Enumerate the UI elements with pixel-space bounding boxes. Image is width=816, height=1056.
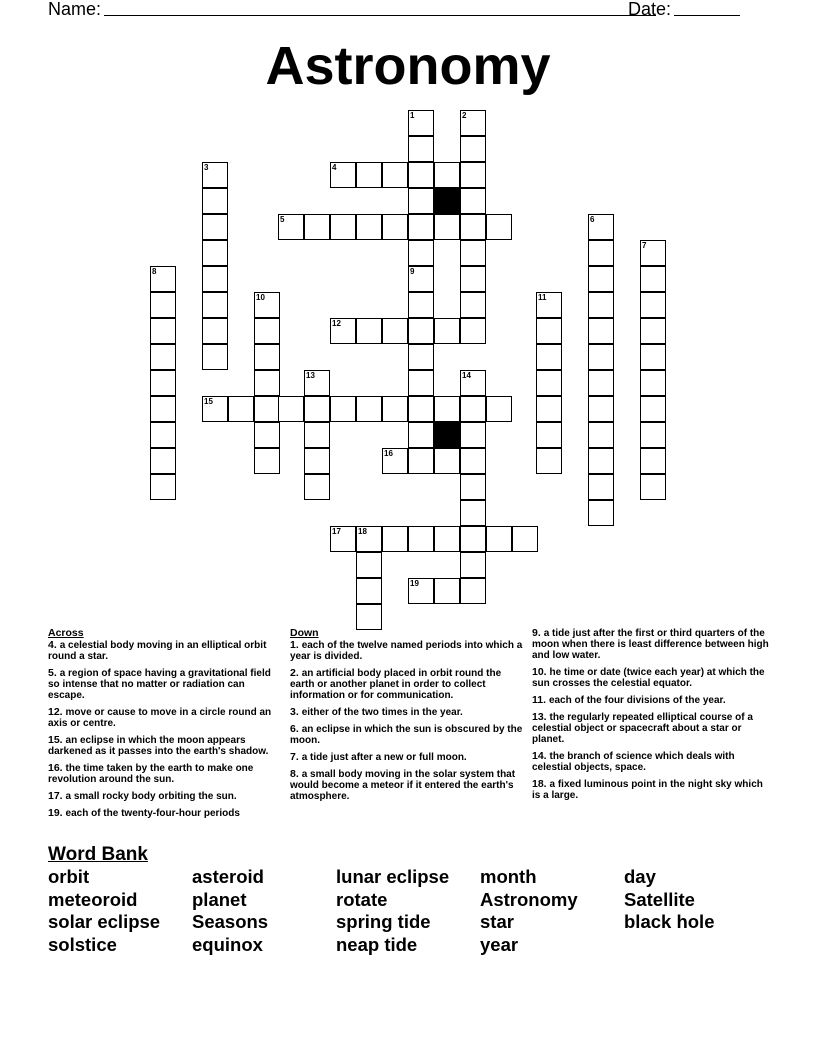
clue-number: 9 [410,267,415,276]
grid-cell[interactable] [588,500,614,526]
grid-cell[interactable] [408,526,434,552]
clue-label: 16. [48,762,66,774]
clue-text: he time or date (twice each year) at which the sun crosses the celestial equator. [532,667,765,689]
word-bank-item: planet [192,888,247,910]
down-clues-continued [532,628,772,807]
clue-label: 5. [48,667,60,679]
clue-label: 12. [48,706,66,718]
clue [48,791,284,802]
clue-text: a celestial body moving in an elliptical orbit round a star. [48,640,267,662]
grid-cell[interactable] [434,578,460,604]
grid-cell[interactable] [356,396,382,422]
word-bank-item: rotate [336,888,388,910]
black-cell [434,188,460,214]
grid-cell[interactable] [460,552,486,578]
grid-cell[interactable] [254,422,280,448]
grid-cell[interactable] [588,448,614,474]
grid-cell[interactable] [150,422,176,448]
grid-cell[interactable] [254,344,280,370]
clue-number: 5 [280,215,285,224]
clue-text: each of the twenty-four-hour periods [65,808,240,819]
clue-number: 12 [332,319,341,328]
grid-cell[interactable] [536,396,562,422]
word-bank-item: month [480,866,537,887]
grid-cell[interactable] [202,214,228,240]
grid-cell[interactable] [486,526,512,552]
clue-number: 18 [358,527,367,536]
grid-cell[interactable] [356,578,382,604]
word-bank-item: star [480,911,514,933]
clue-label: 19. [48,807,66,819]
clue [48,763,284,785]
grid-cell[interactable] [408,214,434,240]
grid-cell[interactable] [254,448,280,474]
grid-cell[interactable] [460,214,486,240]
clue-text: a small rocky body orbiting the sun. [65,791,237,802]
grid-cell[interactable] [408,292,434,318]
grid-cell[interactable] [640,422,666,448]
word-bank-item: orbit [48,866,90,887]
grid-cell[interactable] [304,214,330,240]
grid-cell[interactable] [304,448,330,474]
grid-cell[interactable] [588,474,614,500]
grid-cell[interactable] [460,500,486,526]
clue-label: 17. [48,790,66,802]
grid-cell[interactable] [356,552,382,578]
grid-cell[interactable] [460,162,486,188]
clue [290,668,526,701]
grid-cell[interactable] [536,422,562,448]
word-bank-title: Word Bank [48,844,148,865]
grid-cell[interactable] [640,370,666,396]
clue-label: 6. [290,723,302,735]
clue [532,751,772,773]
word-bank-item: Satellite [624,888,695,910]
grid-cell[interactable] [202,266,228,292]
grid-cell[interactable] [408,422,434,448]
grid-cell[interactable] [408,188,434,214]
clue-number: 13 [306,371,315,380]
clue-text: the regularly repeated elliptical course of a celestial object or spacecraft about a star or planet. [532,712,753,745]
grid-cell[interactable] [202,292,228,318]
clue-label: 8. [290,768,302,780]
grid-cell[interactable] [536,370,562,396]
word-bank-item: day [624,866,656,887]
grid-cell[interactable] [460,240,486,266]
grid-cell[interactable] [434,396,460,422]
clue-number: 19 [410,579,419,588]
grid-cell[interactable] [408,344,434,370]
grid-cell[interactable] [202,344,228,370]
clue-number: 4 [332,163,337,172]
clue [290,752,526,763]
grid-cell[interactable] [588,240,614,266]
clue-text: move or cause to move in a circle round an axis or centre. [48,707,272,729]
grid-cell[interactable] [460,136,486,162]
clue-label: 7. [290,751,302,763]
clue [48,808,284,819]
word-bank-item: neap tide [336,934,418,956]
down-clues [290,628,526,808]
page-title: Astronomy [265,36,551,96]
grid-cell[interactable] [408,396,434,422]
clue-number: 7 [642,241,647,250]
clue [48,735,284,757]
grid-cell[interactable] [460,266,486,292]
grid-cell[interactable] [150,344,176,370]
grid-cell[interactable] [588,422,614,448]
grid-cell[interactable] [434,448,460,474]
grid-cell[interactable] [588,344,614,370]
clue-number: 1 [410,111,415,120]
clue-text: a tide just after the first or third quarters of the moon when there is least difference between high and low water. [532,628,769,661]
grid-cell[interactable] [150,448,176,474]
grid-cell[interactable] [304,474,330,500]
clue-number: 10 [256,293,265,302]
clue-number: 6 [590,215,595,224]
clue [532,628,772,661]
grid-cell[interactable] [150,292,176,318]
grid-cell[interactable] [202,240,228,266]
grid-cell[interactable] [588,266,614,292]
black-cell [434,422,460,448]
grid-cell[interactable] [408,318,434,344]
word-bank-item: solstice [48,934,117,956]
clue [532,667,772,689]
grid-cell[interactable] [382,396,408,422]
grid-cell[interactable] [254,396,280,422]
clue-label: 4. [48,639,60,651]
grid-cell[interactable] [408,448,434,474]
clue [48,707,284,729]
word-bank-item: spring tide [336,911,431,933]
word-bank-item: solar eclipse [48,911,161,933]
grid-cell[interactable] [460,474,486,500]
word-bank-item: Astronomy [480,888,578,910]
grid-cell[interactable] [434,162,460,188]
clue-label: 3. [290,706,302,718]
clue [290,640,526,662]
clue-text: an eclipse in which the moon appears darkened as it passes into the earth's shadow. [48,735,269,757]
name-label: Name: [48,0,102,19]
grid-cell[interactable] [588,318,614,344]
grid-cell[interactable] [536,448,562,474]
word-bank [48,866,768,957]
clue-number: 8 [152,267,157,276]
clue [290,769,526,802]
grid-cell[interactable] [640,344,666,370]
clue-label: 1. [290,639,302,651]
clue-label: 18. [532,778,550,790]
clue-number: 11 [538,293,547,302]
clue-number: 15 [204,397,213,406]
grid-cell[interactable] [588,396,614,422]
clue-text: an artificial body placed in orbit round the earth or another planet in order to collect information or for communication. [290,668,502,701]
grid-cell[interactable] [150,474,176,500]
word-bank-item: lunar eclipse [336,866,450,887]
grid-cell[interactable] [640,396,666,422]
clue-label: 14. [532,750,550,762]
across-clues [48,628,284,825]
clue-text: a tide just after a new or full moon. [301,752,467,763]
grid-cell[interactable] [150,318,176,344]
grid-cell[interactable] [460,448,486,474]
clue-text: a fixed luminous point in the night sky which is a large. [532,779,763,801]
clue-number: 2 [462,111,467,120]
clue-text: a small body moving in the solar system that would become a meteor if it entered the earth's atmosphere. [290,769,516,802]
grid-cell[interactable] [356,162,382,188]
clue-text: the time taken by the earth to make one revolution around the sun. [48,763,254,785]
grid-cell[interactable] [202,188,228,214]
clue-text: the branch of science which deals with celestial objects, space. [532,751,735,773]
grid-cell[interactable] [356,604,382,630]
grid-cell[interactable] [512,526,538,552]
grid-cell[interactable] [408,162,434,188]
grid-cell[interactable] [640,292,666,318]
clue-label: 13. [532,711,550,723]
down-clue-list-continued [532,628,772,801]
grid-cell[interactable] [382,214,408,240]
grid-cell[interactable] [434,214,460,240]
clue-label: 10. [532,666,550,678]
grid-cell[interactable] [330,214,356,240]
grid-cell[interactable] [536,344,562,370]
clue [532,779,772,801]
grid-cell[interactable] [486,214,512,240]
grid-cell[interactable] [356,318,382,344]
clue-text: a region of space having a gravitational field so intense that no matter or radiation can escape. [48,668,271,701]
clue-number: 17 [332,527,341,536]
grid-cell[interactable] [460,526,486,552]
date-label: Date: [628,0,672,19]
clue-label: 11. [532,694,549,706]
clue [290,707,526,718]
grid-cell[interactable] [278,396,304,422]
grid-cell[interactable] [408,136,434,162]
clue-number: 3 [204,163,209,172]
word-bank-item: equinox [192,934,263,956]
grid-cell[interactable] [304,422,330,448]
grid-cell[interactable] [640,474,666,500]
grid-cell[interactable] [408,240,434,266]
grid-cell[interactable] [254,370,280,396]
clue [532,712,772,745]
grid-cell[interactable] [460,396,486,422]
clue [48,668,284,701]
grid-cell[interactable] [356,214,382,240]
word-bank-item: meteoroid [48,888,138,910]
grid-cell[interactable] [460,292,486,318]
down-clue-list [290,640,526,802]
clue-label: 15. [48,734,66,746]
clue-label: 9. [532,627,544,639]
grid-cell[interactable] [150,370,176,396]
grid-cell[interactable] [382,526,408,552]
clue [48,640,284,662]
grid-cell[interactable] [588,292,614,318]
grid-cell[interactable] [304,396,330,422]
grid-cell[interactable] [382,318,408,344]
grid-cell[interactable] [434,318,460,344]
grid-cell[interactable] [434,526,460,552]
clue-text: either of the two times in the year. [301,707,463,718]
word-bank-item: black hole [624,911,715,933]
word-bank-item: year [480,934,519,956]
down-heading: Down [290,627,319,639]
across-heading: Across [48,627,84,639]
grid-cell[interactable] [640,266,666,292]
word-bank-item: Seasons [192,911,269,933]
grid-cell[interactable] [202,318,228,344]
grid-cell[interactable] [228,396,254,422]
grid-cell[interactable] [254,318,280,344]
clue-text: each of the four divisions of the year. [548,695,726,706]
grid-cell[interactable] [408,370,434,396]
grid-cell[interactable] [460,318,486,344]
clue-number: 16 [384,449,393,458]
grid-cell[interactable] [150,396,176,422]
grid-cell[interactable] [640,448,666,474]
clue-number: 14 [462,371,471,380]
clue-label: 2. [290,667,302,679]
across-clue-list [48,640,284,819]
grid-cell[interactable] [640,318,666,344]
grid-cell[interactable] [486,396,512,422]
clue-text: each of the twelve named periods into which a year is divided. [290,640,523,662]
grid-cell[interactable] [588,370,614,396]
grid-cell[interactable] [460,422,486,448]
clue [532,695,772,706]
grid-cell[interactable] [536,318,562,344]
clue [290,724,526,746]
grid-cell[interactable] [460,578,486,604]
grid-cell[interactable] [460,188,486,214]
word-bank-item: asteroid [192,866,264,887]
clue-text: an eclipse in which the sun is obscured by the moon. [290,724,523,746]
grid-cell[interactable] [382,162,408,188]
grid-cell[interactable] [330,396,356,422]
